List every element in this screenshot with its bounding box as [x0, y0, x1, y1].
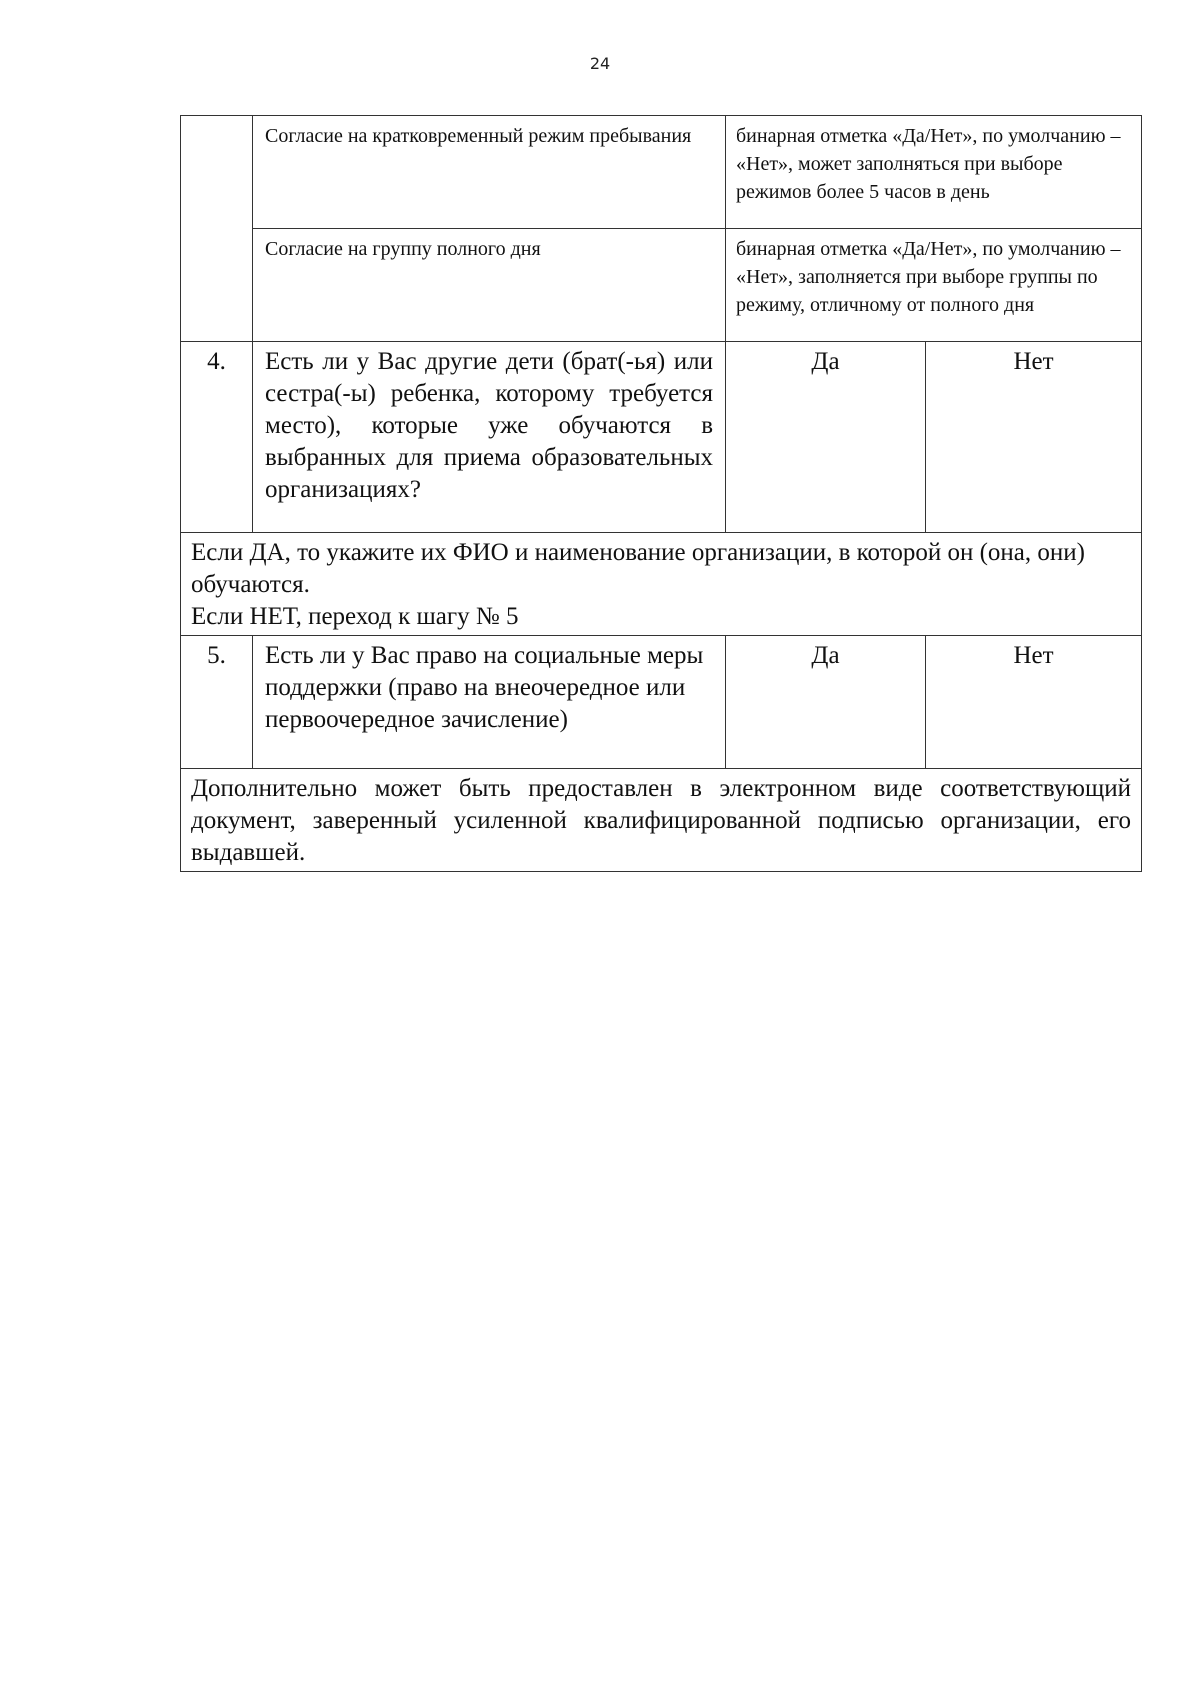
number-cell-empty: [181, 229, 253, 342]
row-label: Согласие на группу полного дня: [253, 229, 726, 342]
table-row-short-stay: [181, 116, 1142, 229]
table-row-question-4: [181, 342, 1142, 533]
answer-no[interactable]: Нет: [926, 636, 1142, 769]
form-table: [180, 115, 1142, 872]
table-row-note-4: [181, 533, 1142, 636]
question-text: Есть ли у Вас право на социальные меры поддержки (право на внеочередное или первоочередное зачисление): [253, 636, 726, 769]
row-label: Согласие на кратковременный режим пребывания: [253, 116, 726, 229]
answer-yes[interactable]: Да: [726, 636, 926, 769]
answer-no[interactable]: Нет: [926, 342, 1142, 533]
row-description: бинарная отметка «Да/Нет», по умолчанию – «Нет», заполняется при выборе группы по режиму, отличному от полного дня: [726, 229, 1142, 342]
table-row-full-day-group: [181, 229, 1142, 342]
table-row-question-5: [181, 636, 1142, 769]
question-number: 5.: [181, 636, 253, 769]
question-text: Есть ли у Вас другие дети (брат(-ья) или сестра(-ы) ребенка, которому требуется место), которые уже обучаются в выбранных для приема образовательных организациях?: [253, 342, 726, 533]
number-cell-empty: [181, 116, 253, 229]
row-description: бинарная отметка «Да/Нет», по умолчанию – «Нет», может заполняться при выборе режимов более 5 часов в день: [726, 116, 1142, 229]
note-cell: [181, 533, 1142, 636]
note-cell: Дополнительно может быть предоставлен в электронном виде соответствующий документ, заверенный усиленной квалифицированной подписью организации, его выдавшей.: [181, 769, 1142, 872]
answer-yes[interactable]: Да: [726, 342, 926, 533]
question-number: 4.: [181, 342, 253, 533]
note-line: Если ДА, то укажите их ФИО и наименование организации, в которой он (она, они) обучаются.: [191, 539, 1085, 598]
page-number: 24: [589, 54, 611, 73]
table-row-note-5: [181, 769, 1142, 872]
note-line: Если НЕТ, переход к шагу № 5: [191, 603, 519, 630]
